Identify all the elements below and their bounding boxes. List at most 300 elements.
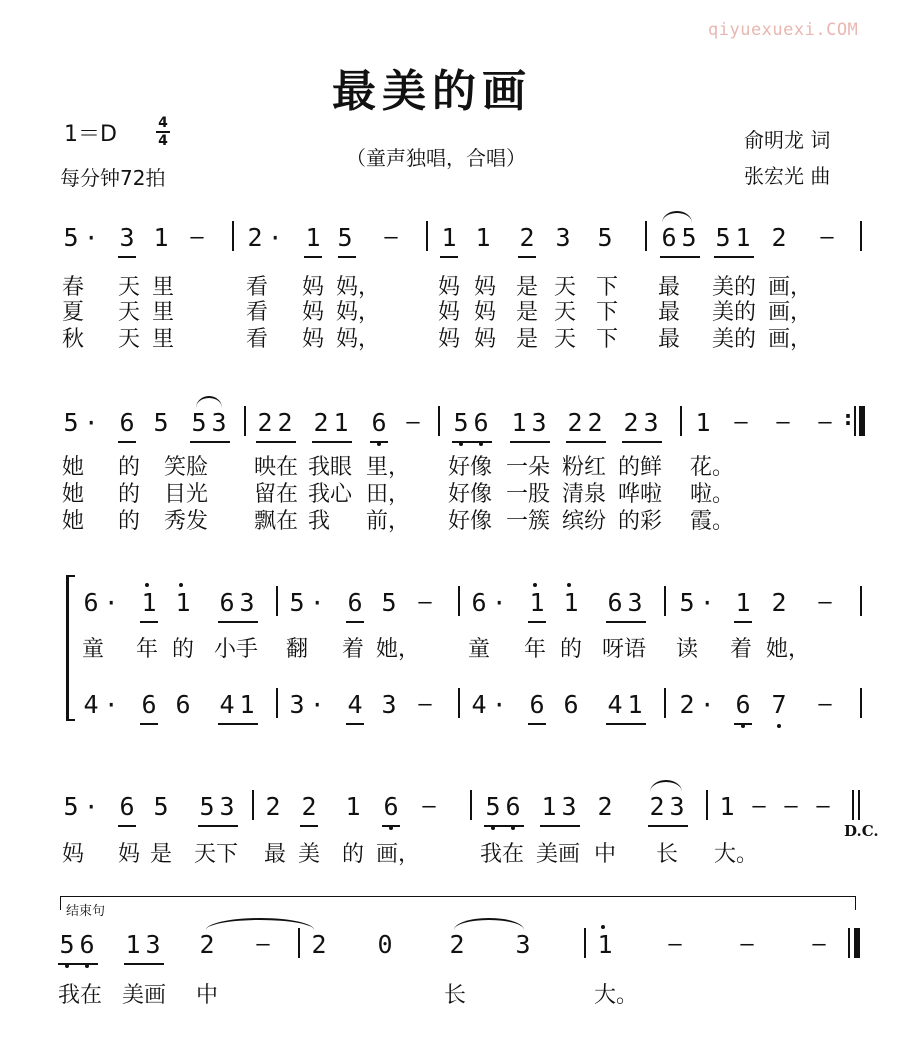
note: 2 — [567, 408, 583, 437]
note-dash: – — [752, 794, 766, 819]
note: 1 — [541, 792, 557, 821]
note-low: 6 — [76, 930, 98, 960]
underline — [606, 723, 646, 725]
note: 6 — [119, 792, 135, 821]
note: 2 — [597, 792, 613, 821]
performance-note: （童声独唱，合唱） — [346, 146, 526, 170]
note: 2 — [311, 930, 327, 959]
lyric: 一朵 — [506, 455, 551, 480]
bar-line — [664, 688, 666, 718]
note: 2 — [771, 223, 787, 252]
lyric: 妈 — [474, 327, 497, 352]
underline — [256, 441, 296, 443]
lyric: 美的 — [712, 327, 757, 352]
lyric: 是 — [516, 275, 539, 300]
note-dash: – — [818, 590, 832, 615]
lyric: 中 — [196, 983, 219, 1008]
note: 1 — [153, 223, 169, 252]
note: 2 — [277, 408, 293, 437]
lyric: 笑脸 — [164, 455, 209, 480]
lyric: 里 — [152, 275, 175, 300]
lyric: 的鲜 — [618, 455, 663, 480]
note: 1 — [719, 792, 735, 821]
note: 3 — [515, 930, 531, 959]
composer-credit: 张宏光 曲 — [744, 164, 831, 188]
note: 3 — [643, 408, 659, 437]
lyric: 飘在 — [254, 509, 299, 534]
lyric: 美画 — [536, 842, 581, 867]
lyric: 的 — [560, 637, 583, 662]
lyric: 我心 — [308, 482, 353, 507]
lyric: 秀发 — [164, 509, 209, 534]
note: 5 — [289, 588, 305, 617]
note: 5 — [63, 223, 79, 252]
lyric: 最 — [658, 327, 681, 352]
bar-line — [860, 586, 862, 616]
bar-line — [848, 928, 850, 958]
note: 4 — [83, 690, 99, 719]
lyric: 妈 — [302, 300, 325, 325]
note-dash: – — [740, 932, 754, 957]
bar-line — [858, 790, 860, 820]
note: 2 — [265, 792, 281, 821]
lyric: 田， — [366, 482, 411, 507]
underline — [382, 825, 400, 827]
note: 3 — [119, 223, 135, 252]
lyric: 里 — [152, 327, 175, 352]
note-dot: · — [104, 589, 119, 617]
note: 3 — [145, 930, 161, 959]
lyric: 目光 — [164, 482, 209, 507]
note: 1 — [735, 588, 751, 617]
note: 3 — [561, 792, 577, 821]
bar-line — [852, 790, 854, 820]
note: 6 — [471, 588, 487, 617]
note: 6 — [347, 588, 363, 617]
lyric: 留在 — [254, 482, 299, 507]
score-line-3-lower — [0, 690, 920, 730]
lyric: 映在 — [254, 455, 299, 480]
lyric: 美的 — [712, 300, 757, 325]
slur — [662, 211, 692, 223]
note: 6 — [175, 690, 191, 719]
bar-line — [244, 406, 246, 436]
note: 2 — [247, 223, 263, 252]
note: 2 — [587, 408, 603, 437]
ending-bracket-right — [855, 896, 856, 910]
note-dash: – — [256, 932, 270, 957]
lyric: 小手 — [214, 637, 259, 662]
note-dash: – — [784, 794, 798, 819]
lyric: 妈 — [474, 300, 497, 325]
underline — [346, 723, 364, 725]
bar-line — [860, 688, 862, 718]
lyric: 秋 — [62, 327, 85, 352]
lyric: 最 — [264, 842, 287, 867]
note-low: 6 — [470, 408, 492, 438]
note: 3 — [239, 588, 255, 617]
lyric: 长 — [444, 983, 467, 1008]
slur — [650, 780, 682, 792]
lyric: 好像 — [448, 482, 493, 507]
note: 1 — [735, 223, 751, 252]
note-dot: · — [700, 589, 715, 617]
underline — [218, 723, 258, 725]
note-dot: · — [84, 224, 99, 252]
note: 5 — [153, 792, 169, 821]
lyric: 中 — [594, 842, 617, 867]
underline — [566, 441, 606, 443]
note: 3 — [531, 408, 547, 437]
lyric: 妈 — [438, 300, 461, 325]
underline — [338, 256, 356, 258]
note-dot: · — [310, 589, 325, 617]
lyric: 夏 — [62, 300, 85, 325]
lyric: 妈， — [336, 300, 381, 325]
lyric: 是 — [150, 842, 173, 867]
note: 5 — [199, 792, 215, 821]
note-dash: – — [818, 692, 832, 717]
underline — [218, 621, 258, 623]
note: 2 — [771, 588, 787, 617]
lyric: 里， — [366, 455, 411, 480]
lyric: 看 — [246, 327, 269, 352]
note: 3 — [669, 792, 685, 821]
note: 5 — [681, 223, 697, 252]
lyric: 我眼 — [308, 455, 353, 480]
underline — [540, 825, 580, 827]
note-high: 1 — [594, 930, 616, 960]
lyric: 啦。 — [690, 482, 735, 507]
note: 3 — [219, 792, 235, 821]
bar-line — [706, 790, 708, 820]
bar-line — [438, 406, 440, 436]
lyric: 是 — [516, 300, 539, 325]
lyric: 画， — [768, 275, 813, 300]
lyric: 好像 — [448, 509, 493, 534]
note: 2 — [257, 408, 273, 437]
note: 1 — [305, 223, 321, 252]
underline — [660, 256, 700, 258]
note-low: 5 — [56, 930, 78, 960]
note: 1 — [125, 930, 141, 959]
note: 2 — [449, 930, 465, 959]
note-low: 5 — [482, 792, 504, 822]
underline — [118, 825, 136, 827]
note-dash: – — [734, 410, 748, 435]
note: 1 — [239, 690, 255, 719]
note-dot: · — [84, 409, 99, 437]
lyric: 画， — [768, 300, 813, 325]
lyric: 春 — [62, 275, 85, 300]
note: 0 — [377, 930, 393, 959]
note: 6 — [607, 588, 623, 617]
score-line-2 — [0, 408, 920, 448]
note: 2 — [679, 690, 695, 719]
lyric: 妈 — [438, 275, 461, 300]
note: 5 — [381, 588, 397, 617]
score-line-1 — [0, 223, 920, 263]
note-dash: – — [190, 225, 204, 250]
note-low: 5 — [450, 408, 472, 438]
lyric: 的 — [118, 509, 141, 534]
lyric: 我在 — [480, 842, 525, 867]
note-low: 6 — [502, 792, 524, 822]
underline — [528, 723, 546, 725]
lyric: 童 — [82, 637, 105, 662]
lyricist-credit: 俞明龙 词 — [744, 128, 831, 152]
lyric: 她， — [766, 637, 811, 662]
lyric: 她 — [62, 455, 85, 480]
underline — [304, 256, 322, 258]
underline — [118, 441, 136, 443]
lyric: 天 — [118, 300, 141, 325]
lyric: 着 — [342, 637, 365, 662]
lyric: 一簇 — [506, 509, 551, 534]
lyric: 妈， — [336, 275, 381, 300]
lyric: 最 — [658, 300, 681, 325]
lyric: 她， — [376, 637, 421, 662]
note: 6 — [563, 690, 579, 719]
note-high: 1 — [172, 588, 194, 618]
lyric: 的 — [172, 637, 195, 662]
underline — [734, 723, 752, 725]
lyric: 大。 — [594, 983, 639, 1008]
note: 2 — [301, 792, 317, 821]
lyric: 霞。 — [690, 509, 735, 534]
note: 1 — [441, 223, 457, 252]
lyric: 呀语 — [602, 637, 647, 662]
lyric: 天下 — [194, 842, 239, 867]
lyric: 下 — [596, 275, 619, 300]
lyric: 最 — [658, 275, 681, 300]
key-signature: 1＝D — [64, 122, 117, 147]
lyric: 好像 — [448, 455, 493, 480]
bar-line — [298, 928, 300, 958]
note-low: 6 — [380, 792, 402, 822]
note-dash: – — [418, 692, 432, 717]
note: 5 — [63, 792, 79, 821]
lyric: 天 — [554, 300, 577, 325]
bar-line — [426, 221, 428, 251]
lyric: 读 — [676, 637, 699, 662]
note-dot: · — [268, 224, 283, 252]
repeat-end-bar — [859, 406, 865, 436]
lyric: 她 — [62, 482, 85, 507]
note-dash: – — [812, 932, 826, 957]
score-line-3-upper — [0, 588, 920, 628]
lyric: 下 — [596, 300, 619, 325]
lyric: 我在 — [58, 983, 103, 1008]
note-dash: – — [820, 225, 834, 250]
bar-line — [252, 790, 254, 820]
note: 4 — [471, 690, 487, 719]
dc-marking: D.C. — [844, 822, 879, 840]
bar-line — [458, 586, 460, 616]
lyric: 天 — [118, 327, 141, 352]
lyric: 看 — [246, 275, 269, 300]
lyric: 看 — [246, 300, 269, 325]
lyric: 美画 — [122, 983, 167, 1008]
bar-line — [854, 406, 856, 436]
note-high: 1 — [560, 588, 582, 618]
lyric: 的 — [118, 455, 141, 480]
lyric: 年 — [524, 637, 547, 662]
note: 6 — [529, 690, 545, 719]
note: 6 — [141, 690, 157, 719]
underline — [734, 621, 752, 623]
note-dash: – — [818, 410, 832, 435]
note-dash: – — [422, 794, 436, 819]
bar-line — [276, 586, 278, 616]
lyric: 妈 — [62, 842, 85, 867]
lyric: 美的 — [712, 275, 757, 300]
ending-bracket-left — [60, 896, 61, 910]
bar-line — [664, 586, 666, 616]
underline — [190, 441, 230, 443]
lyric: 妈 — [118, 842, 141, 867]
note-dot: · — [84, 793, 99, 821]
lyric: 画， — [768, 327, 813, 352]
lyric: 妈， — [336, 327, 381, 352]
note: 5 — [715, 223, 731, 252]
ending-bracket-line — [60, 896, 856, 897]
note-dash: – — [776, 410, 790, 435]
slur — [196, 396, 222, 408]
lyric: 的彩 — [618, 509, 663, 534]
lyric: 我 — [308, 509, 331, 534]
page-title: 最美的画 — [332, 66, 532, 117]
note-dash: – — [816, 794, 830, 819]
lyric: 画， — [376, 842, 421, 867]
note: 1 — [511, 408, 527, 437]
underline — [622, 441, 662, 443]
lyric: 一股 — [506, 482, 551, 507]
note: 1 — [695, 408, 711, 437]
note: 1 — [333, 408, 349, 437]
bar-line — [860, 221, 862, 251]
note: 3 — [289, 690, 305, 719]
lyric: 妈 — [474, 275, 497, 300]
lyric: 下 — [596, 327, 619, 352]
lyric: 美 — [298, 842, 321, 867]
note-low: 6 — [732, 690, 754, 720]
lyric: 是 — [516, 327, 539, 352]
underline — [606, 621, 646, 623]
note: 3 — [555, 223, 571, 252]
time-signature — [156, 116, 170, 148]
note: 5 — [597, 223, 613, 252]
note-dash: – — [384, 225, 398, 250]
bar-line — [458, 688, 460, 718]
slur — [454, 918, 524, 930]
lyric: 长 — [656, 842, 679, 867]
note: 6 — [83, 588, 99, 617]
note-high: 1 — [526, 588, 548, 618]
note: 2 — [519, 223, 535, 252]
underline — [648, 825, 688, 827]
lyric: 花。 — [690, 455, 735, 480]
note: 5 — [679, 588, 695, 617]
note: 5 — [63, 408, 79, 437]
repeat-dots: : — [844, 406, 852, 430]
note: 1 — [627, 690, 643, 719]
underline — [140, 621, 158, 623]
bar-line — [232, 221, 234, 251]
ending-label: 结束句 — [66, 904, 106, 919]
lyric: 妈 — [302, 275, 325, 300]
note-dash: – — [418, 590, 432, 615]
note: 3 — [381, 690, 397, 719]
lyric: 里 — [152, 300, 175, 325]
underline — [452, 441, 492, 443]
bar-line — [470, 790, 472, 820]
note: 4 — [607, 690, 623, 719]
bar-line — [276, 688, 278, 718]
note-dash: – — [668, 932, 682, 957]
lyric: 她 — [62, 509, 85, 534]
underline — [118, 256, 136, 258]
note: 2 — [199, 930, 215, 959]
lyric: 哗啦 — [618, 482, 663, 507]
note-dot: · — [700, 691, 715, 719]
final-bar — [854, 928, 860, 958]
underline — [140, 723, 158, 725]
underline — [370, 441, 388, 443]
underline — [484, 825, 524, 827]
lyric: 着 — [730, 637, 753, 662]
watermark-text: qiyuexuexi.COM — [708, 20, 859, 40]
score-line-4 — [0, 792, 920, 832]
underline — [510, 441, 550, 443]
note-high: 1 — [138, 588, 160, 618]
lyric: 妈 — [302, 327, 325, 352]
underline — [124, 963, 164, 965]
lyric: 翻 — [286, 637, 309, 662]
lyric: 前， — [366, 509, 411, 534]
lyric: 天 — [118, 275, 141, 300]
lyric: 天 — [554, 327, 577, 352]
note: 6 — [219, 588, 235, 617]
bar-line — [645, 221, 647, 251]
note: 2 — [649, 792, 665, 821]
underline — [58, 963, 98, 965]
time-sig-bottom: 4 — [158, 133, 168, 149]
note-low: 7 — [768, 690, 790, 720]
lyric: 清泉 — [562, 482, 607, 507]
note-dot: · — [310, 691, 325, 719]
note: 3 — [627, 588, 643, 617]
underline — [198, 825, 238, 827]
note: 5 — [337, 223, 353, 252]
watermark-logo — [708, 20, 858, 40]
note: 1 — [475, 223, 491, 252]
lyric: 的 — [118, 482, 141, 507]
note-dot: · — [492, 589, 507, 617]
note: 3 — [211, 408, 227, 437]
note: 5 — [191, 408, 207, 437]
time-sig-top: 4 — [158, 115, 168, 131]
lyric: 天 — [554, 275, 577, 300]
note: 2 — [313, 408, 329, 437]
note: 6 — [119, 408, 135, 437]
underline — [518, 256, 536, 258]
lyric: 妈 — [438, 327, 461, 352]
underline — [300, 825, 318, 827]
lyric: 年 — [136, 637, 159, 662]
tempo: 每分钟72拍 — [60, 166, 166, 190]
lyric: 的 — [342, 842, 365, 867]
